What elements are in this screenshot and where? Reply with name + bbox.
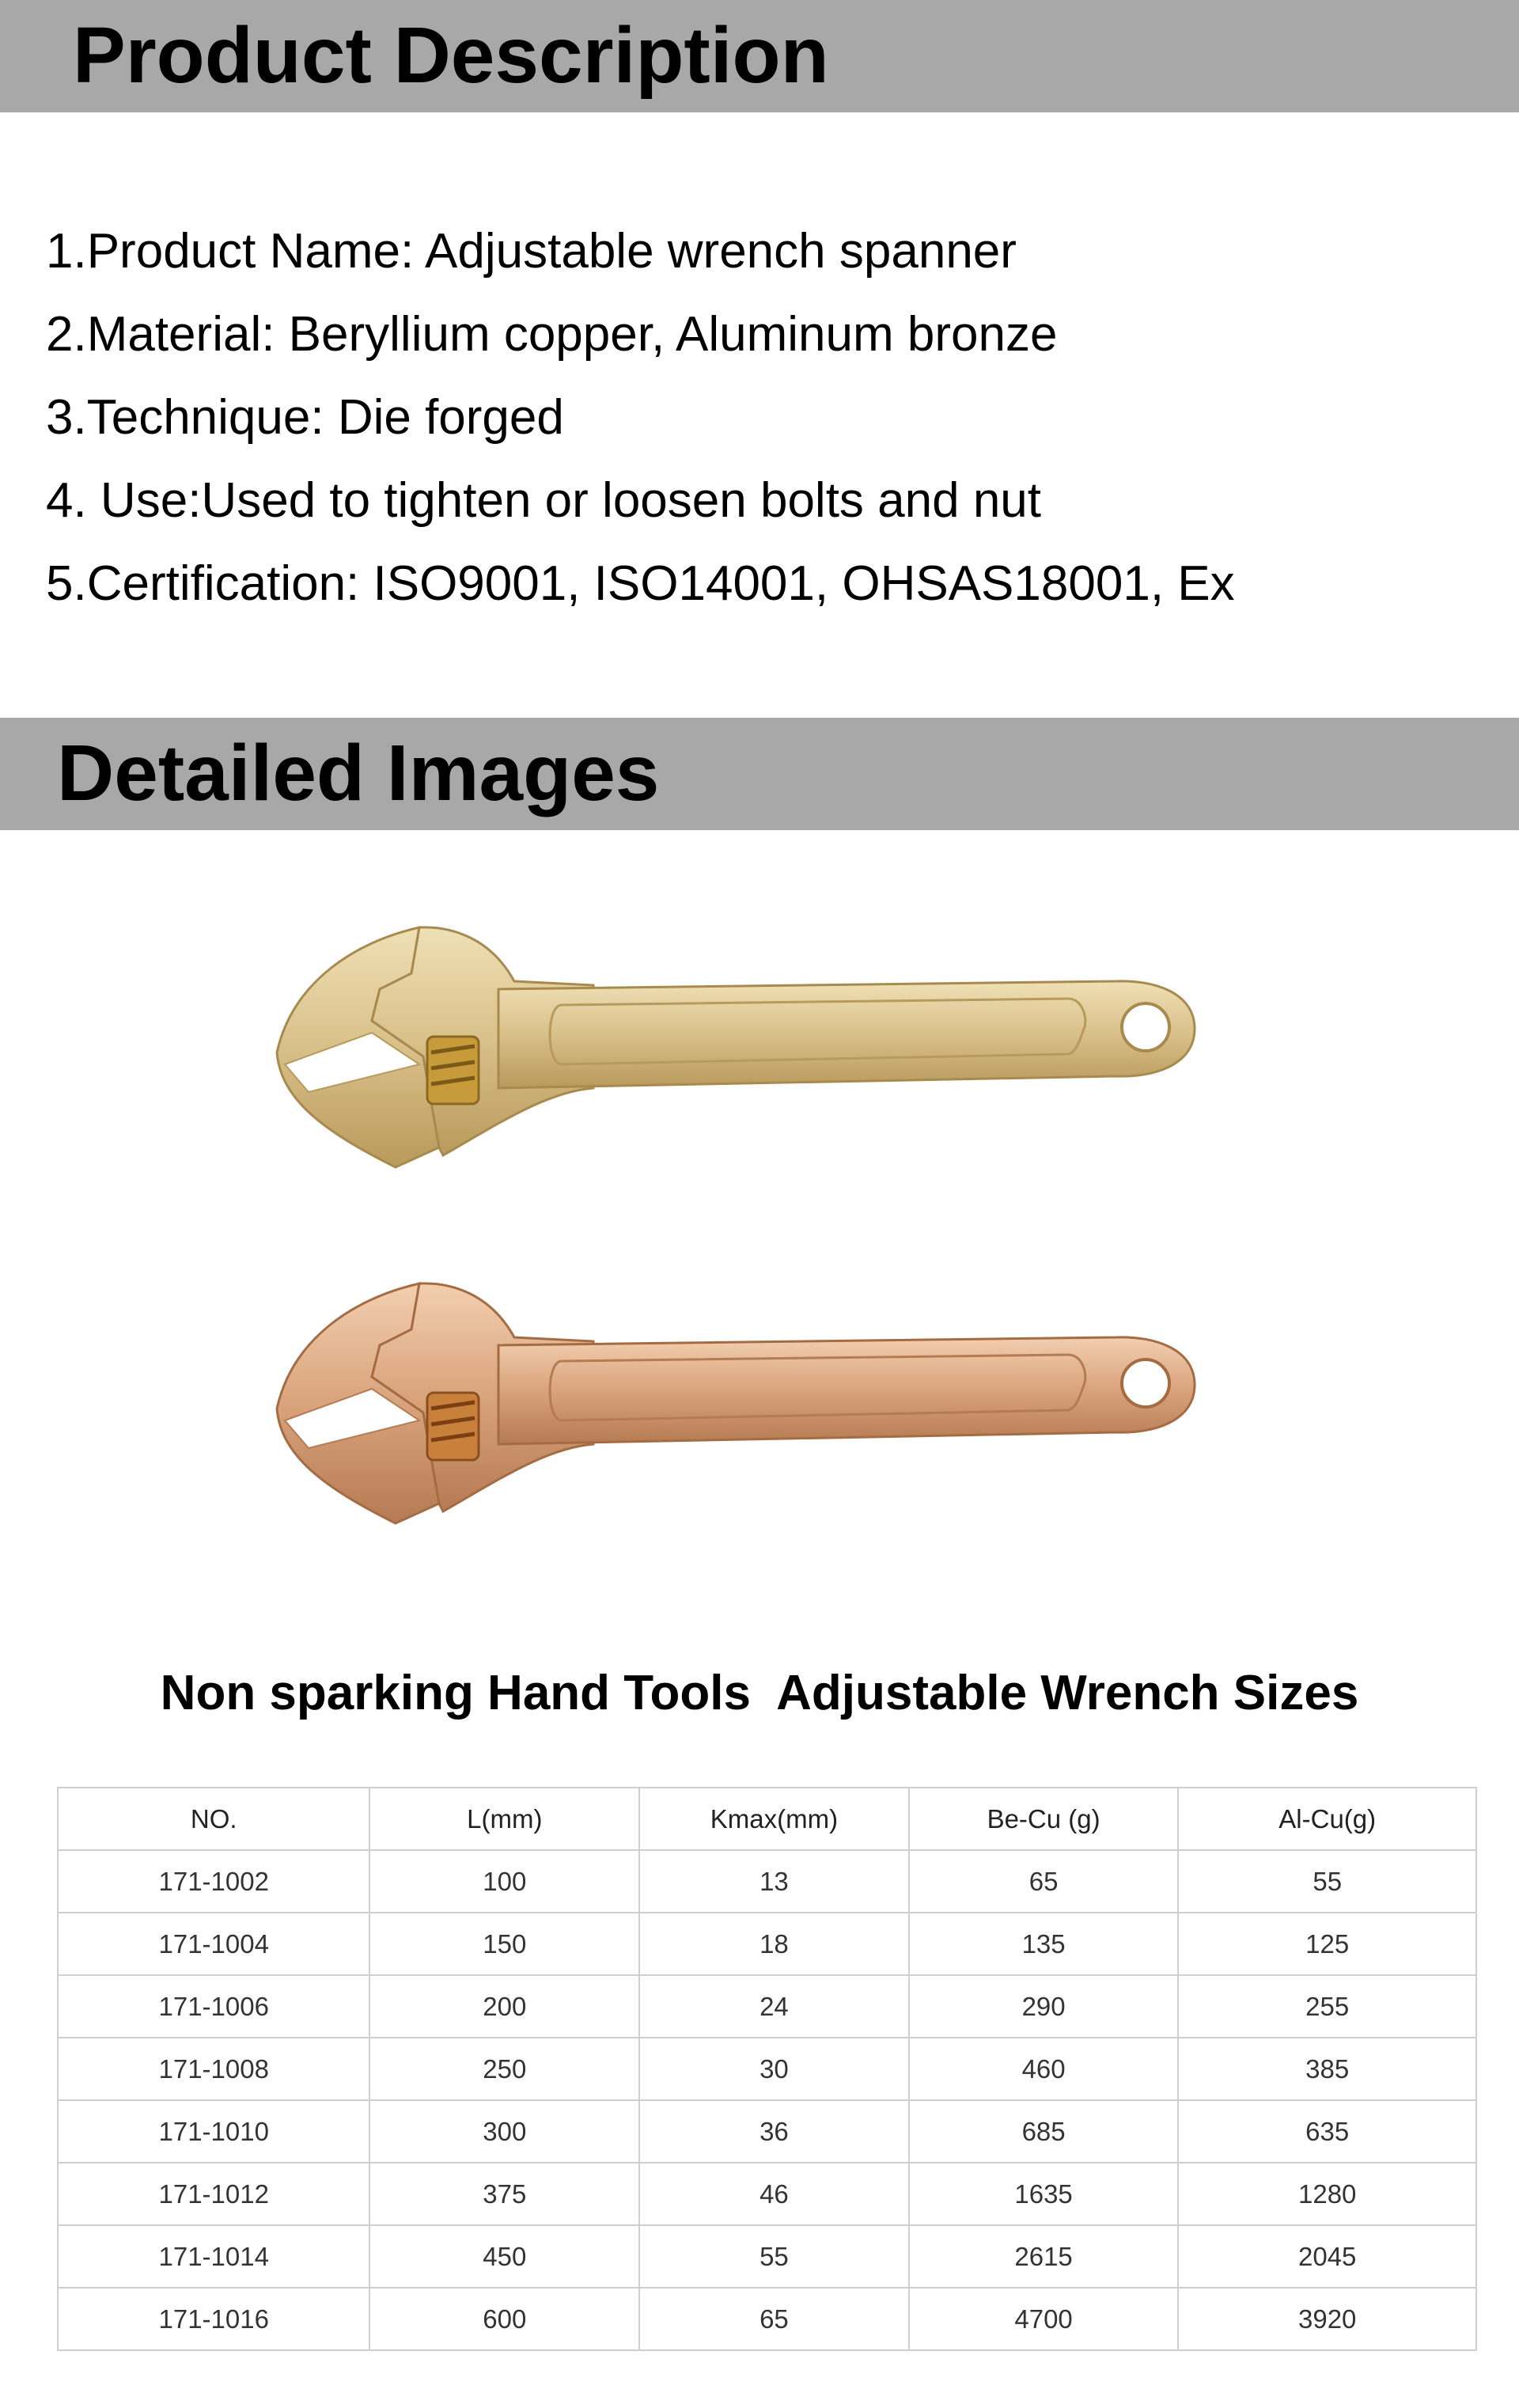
cell-no: 171-1014 xyxy=(58,2225,369,2288)
cell-length: 150 xyxy=(369,1913,639,1975)
cell-kmax: 30 xyxy=(639,2038,909,2100)
cell-be-cu: 135 xyxy=(909,1913,1179,1975)
cell-length: 450 xyxy=(369,2225,639,2288)
cell-al-cu: 255 xyxy=(1178,1975,1476,2038)
section-title-images: Detailed Images xyxy=(57,729,660,817)
header-be-cu: Be-Cu (g) xyxy=(909,1788,1179,1850)
description-item: 4. Use:Used to tighten or loosen bolts and nut xyxy=(46,473,1042,528)
cell-al-cu: 635 xyxy=(1178,2100,1476,2163)
cell-be-cu: 290 xyxy=(909,1975,1179,2038)
cell-length: 250 xyxy=(369,2038,639,2100)
section-header-description xyxy=(0,0,1519,112)
description-item: 2.Material: Beryllium copper, Aluminum bronze xyxy=(46,307,1058,362)
cell-length: 600 xyxy=(369,2288,639,2350)
description-item: 3.Technique: Die forged xyxy=(46,390,564,445)
header-length: L(mm) xyxy=(369,1788,639,1850)
cell-al-cu: 3920 xyxy=(1178,2288,1476,2350)
table-row xyxy=(58,1975,1476,2038)
cell-length: 200 xyxy=(369,1975,639,2038)
wrench-sizes-table xyxy=(57,1787,1477,2351)
cell-no: 171-1004 xyxy=(58,1913,369,1975)
cell-al-cu: 55 xyxy=(1178,1850,1476,1913)
cell-length: 100 xyxy=(369,1850,639,1913)
aluminum-bronze-wrench-image xyxy=(261,894,1210,1179)
cell-length: 375 xyxy=(369,2163,639,2225)
description-item: 5.Certification: ISO9001, ISO14001, OHSAS18001, Ex xyxy=(46,556,1235,611)
cell-no: 171-1016 xyxy=(58,2288,369,2350)
header-no: NO. xyxy=(58,1788,369,1850)
table-row xyxy=(58,2038,1476,2100)
table-row xyxy=(58,2288,1476,2350)
cell-kmax: 24 xyxy=(639,1975,909,2038)
cell-kmax: 36 xyxy=(639,2100,909,2163)
cell-be-cu: 685 xyxy=(909,2100,1179,2163)
cell-kmax: 46 xyxy=(639,2163,909,2225)
cell-al-cu: 125 xyxy=(1178,1913,1476,1975)
description-item: 1.Product Name: Adjustable wrench spanner xyxy=(46,224,1017,279)
table-row xyxy=(58,2163,1476,2225)
cell-kmax: 18 xyxy=(639,1913,909,1975)
cell-be-cu: 460 xyxy=(909,2038,1179,2100)
description-list xyxy=(46,210,1235,625)
table-title: Non sparking Hand Tools Adjustable Wrench Sizes xyxy=(160,1666,1359,1720)
beryllium-copper-wrench-image xyxy=(261,1250,1210,1535)
cell-al-cu: 385 xyxy=(1178,2038,1476,2100)
cell-kmax: 65 xyxy=(639,2288,909,2350)
table-row xyxy=(58,2100,1476,2163)
header-al-cu: Al-Cu(g) xyxy=(1178,1788,1476,1850)
cell-no: 171-1012 xyxy=(58,2163,369,2225)
cell-be-cu: 1635 xyxy=(909,2163,1179,2225)
header-kmax: Kmax(mm) xyxy=(639,1788,909,1850)
cell-no: 171-1002 xyxy=(58,1850,369,1913)
table-row xyxy=(58,1913,1476,1975)
cell-kmax: 13 xyxy=(639,1850,909,1913)
cell-al-cu: 2045 xyxy=(1178,2225,1476,2288)
cell-be-cu: 65 xyxy=(909,1850,1179,1913)
section-header-images xyxy=(0,718,1519,830)
cell-no: 171-1010 xyxy=(58,2100,369,2163)
table-row xyxy=(58,1850,1476,1913)
cell-be-cu: 4700 xyxy=(909,2288,1179,2350)
table-row xyxy=(58,2225,1476,2288)
table-header-row xyxy=(58,1788,1476,1850)
cell-length: 300 xyxy=(369,2100,639,2163)
cell-no: 171-1008 xyxy=(58,2038,369,2100)
cell-be-cu: 2615 xyxy=(909,2225,1179,2288)
cell-al-cu: 1280 xyxy=(1178,2163,1476,2225)
cell-no: 171-1006 xyxy=(58,1975,369,2038)
section-title-description: Product Description xyxy=(73,11,829,100)
cell-kmax: 55 xyxy=(639,2225,909,2288)
